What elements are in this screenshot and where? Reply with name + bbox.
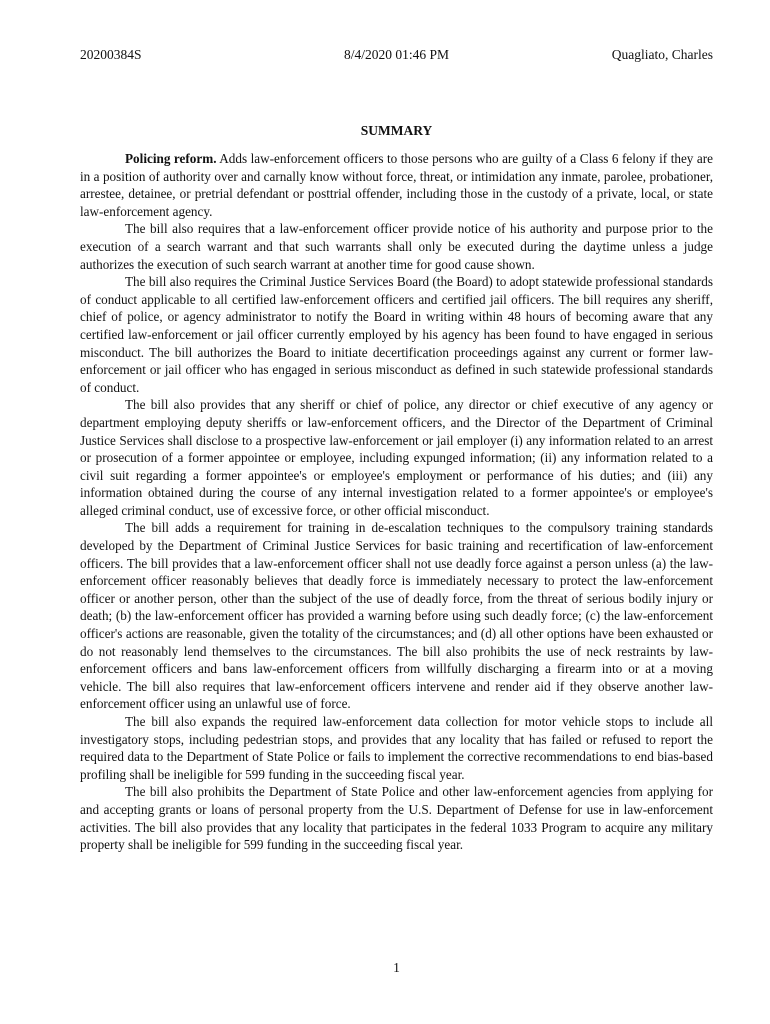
paragraph-text: Adds law-enforcement officers to those persons who are guilty of a Class 6 felony if they are in a position of authority over and carnally know without force, threat, or intimidation any inmate, parolee, probationer, arrestee, detainee, or pretrial defendant or posttrial offender, including those in the custody of a private, local, or state law-enforcement agency. (80, 151, 713, 219)
header-author: Quagliato, Charles (611, 47, 713, 62)
paragraph-lead: Policing reform. (125, 151, 217, 166)
paragraph-7 (80, 783, 713, 853)
page-header (80, 47, 713, 67)
paragraph-2 (80, 220, 713, 273)
summary-body (80, 150, 713, 854)
paragraph-text: The bill also requires the Criminal Justice Services Board (the Board) to adopt statewide professional standards of conduct applicable to all certified law-enforcement officers and certified jail officers. The bill requires any sheriff, chief of police, or agency administrator to notify the Board in writing within 48 hours of becoming aware that any certified law-enforcement or jail officer currently employed by his agency has been found to have engaged in serious misconduct. The bill authorizes the Board to initiate decertification proceedings against any current or former law-enforcement or jail officer who has engaged in serious misconduct as defined in such statewide professional standards of conduct. (80, 274, 713, 395)
page-number: 1 (393, 960, 400, 975)
header-datetime: 8/4/2020 01:46 PM (343, 47, 449, 62)
paragraph-text: The bill also requires that a law-enforcement officer provide notice of his authority and purpose prior to the execution of a search warrant and that such warrants shall only be executed during the daytime unless a judge authorizes the execution of such search warrant at another time for good cause shown. (80, 221, 713, 272)
summary-title: SUMMARY (360, 123, 433, 138)
bill-number: 20200384S (80, 47, 142, 62)
paragraph-text: The bill also expands the required law-enforcement data collection for motor vehicle stops to include all investigatory stops, including pedestrian stops, and provides that any locality that has failed or refused to report the required data to the Department of State Police or fails to implement the corrective recommendations to end bias-based profiling shall be ineligible for 599 funding in the succeeding fiscal year. (80, 714, 713, 782)
paragraph-5 (80, 519, 713, 713)
paragraph-6 (80, 713, 713, 783)
paragraph-text: The bill also provides that any sheriff or chief of police, any director or chief executive of any agency or department employing deputy sheriffs or law-enforcement officers, and the Director of the Department of Criminal Justice Services shall disclose to a prospective law-enforcement or jail employer (i) any information related to an arrest or prosecution of a former appointee or employee, including expunged information; (ii) any information related to a civil suit regarding a former appointee's or employee's employment or performance of his duties; and (iii) any information obtained during the course of any internal investigation related to a former appointee's or employee's alleged criminal conduct, use of excessive force, or other official misconduct. (80, 397, 713, 518)
paragraph-text: The bill also prohibits the Department of State Police and other law-enforcement agencies from applying for and accepting grants or loans of personal property from the U.S. Department of Defense for use in law-enforcement activities. The bill also provides that any locality that participates in the federal 1033 Program to acquire any military property shall be ineligible for 599 funding in the succeeding fiscal year. (80, 784, 713, 853)
paragraph-3 (80, 273, 713, 396)
paragraph-text: The bill adds a requirement for training in de-escalation techniques to the compulsory training standards developed by the Department of Criminal Justice Services for basic training and recertification of law-enforcement officers. The bill provides that a law-enforcement officer shall not use deadly force against a person unless (a) the law-enforcement officer reasonably believes that deadly force is immediately necessary to protect the law-enforcement officer or another person, other than the subject of the use of deadly force, from the threat of serious bodily injury or death; (b) the law-enforcement officer has provided a warning before using such deadly force; (c) the law-enforcement officer's actions are reasonable, given the totality of the circumstances; and (d) all other options have been exhausted or do not reasonably lend themselves to the circumstances. The bill also prohibits the use of neck restraints by law-enforcement officers and bans law-enforcement officers from willfully discharging a firearm into or at a moving vehicle. The bill also requires that law-enforcement officers intervene and render aid if they observe another law-enforcement officer using an unlawful use of force. (80, 520, 713, 712)
paragraph-4 (80, 396, 713, 519)
paragraph-1 (80, 150, 713, 220)
